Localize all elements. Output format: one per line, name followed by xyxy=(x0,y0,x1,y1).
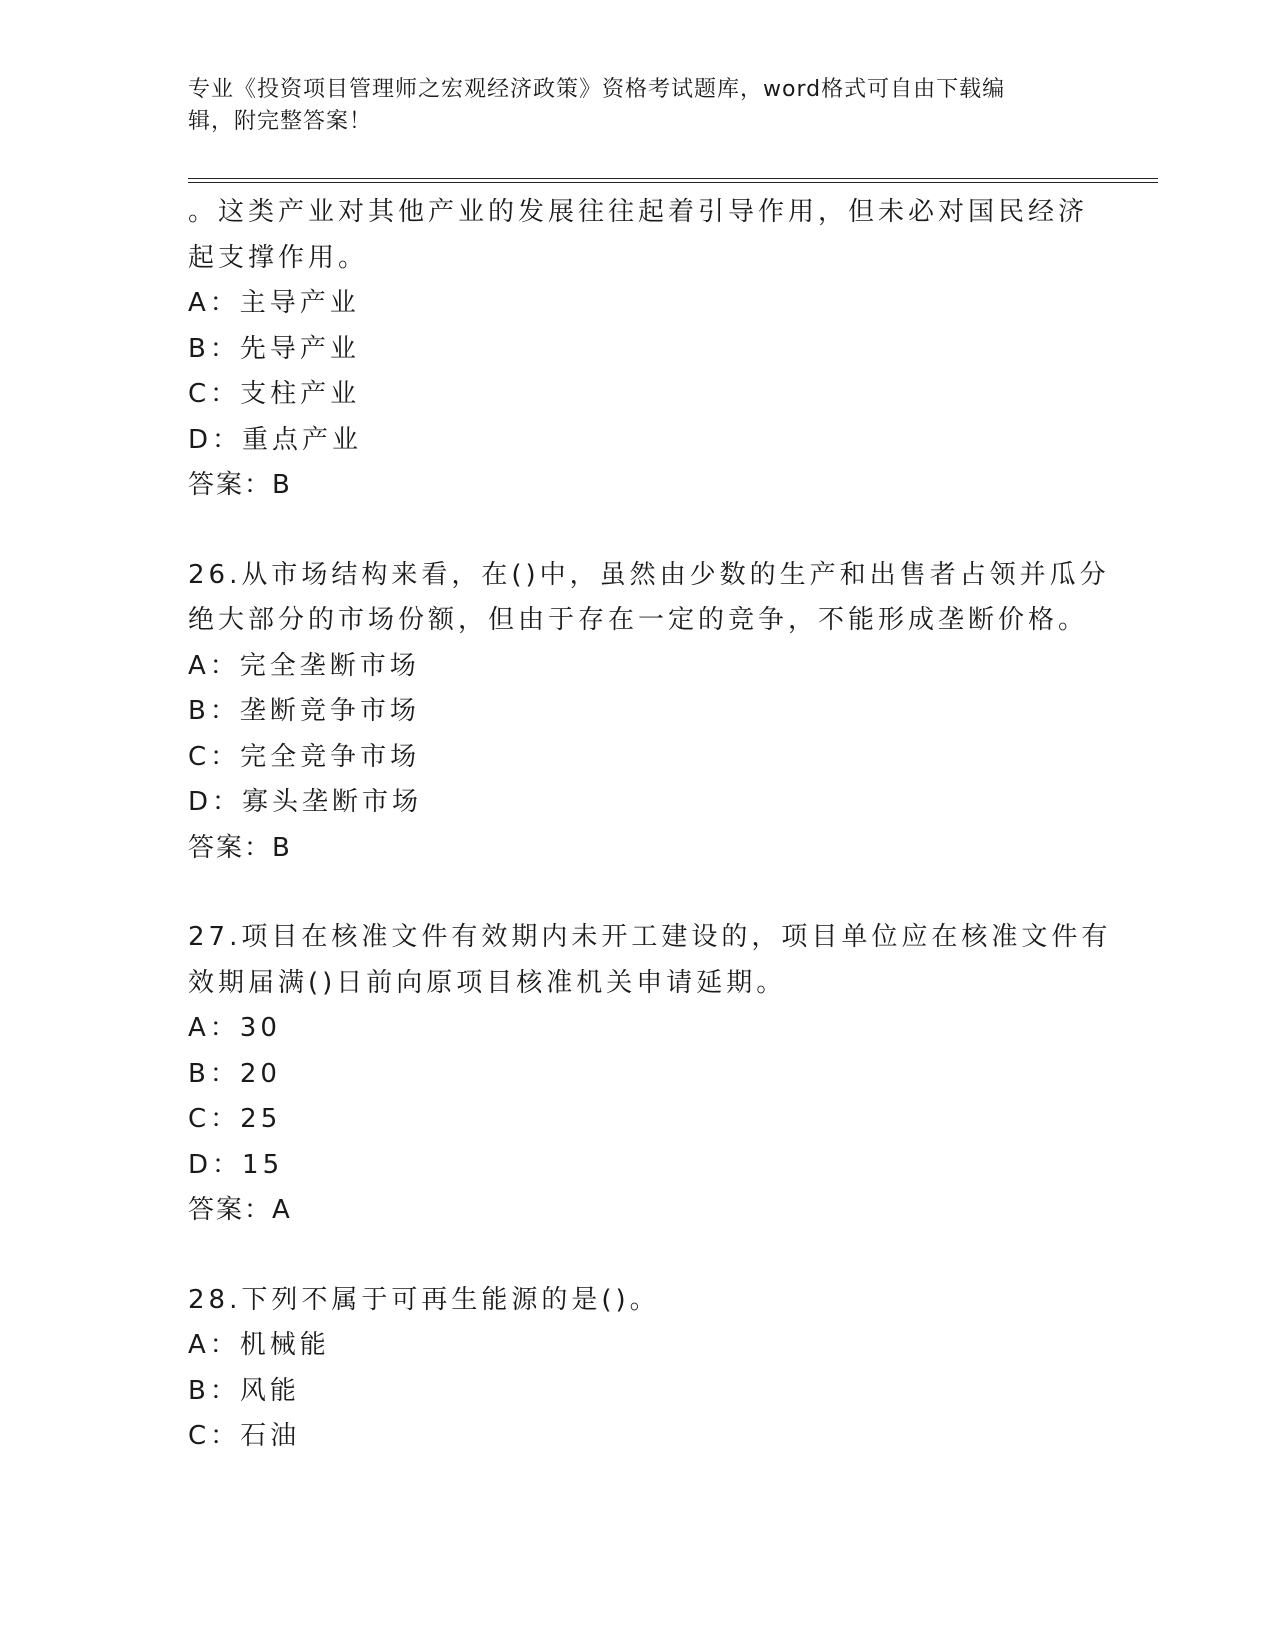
option-b: B：20 xyxy=(188,1058,281,1089)
question-stem-line: 起支撑作用。 xyxy=(188,242,369,273)
question-block-27 xyxy=(188,915,1112,1234)
option-a: A：30 xyxy=(188,1013,281,1043)
option-b: B：垄断竞争市场 xyxy=(188,696,420,726)
question-stem-line: 效期届满()日前向原项目核准机关申请延期。 xyxy=(188,967,787,998)
question-stem-line: 绝大部分的市场份额，但由于存在一定的竞争，不能形成垄断价格。 xyxy=(188,605,1089,635)
answer-line: 答案：B xyxy=(188,470,292,500)
option-d: D：寡头垄断市场 xyxy=(188,787,423,817)
spacer xyxy=(188,509,1088,553)
option-c: C：25 xyxy=(188,1104,282,1134)
question-content xyxy=(188,190,1112,1460)
header-divider xyxy=(188,178,1158,183)
header-line-2: 辑，附完整答案！ xyxy=(188,109,373,134)
option-a: A：主导产业 xyxy=(188,288,360,318)
document-header xyxy=(188,74,1078,138)
option-d: D：15 xyxy=(188,1149,284,1180)
option-b: B：风能 xyxy=(188,1375,300,1406)
option-c: C：完全竞争市场 xyxy=(188,741,421,772)
option-c: C：支柱产业 xyxy=(188,379,361,409)
answer-line: 答案：A xyxy=(188,1195,292,1225)
spacer xyxy=(188,1234,1088,1278)
option-a: A：机械能 xyxy=(188,1330,330,1360)
question-block-continued xyxy=(188,190,1088,509)
question-block-26 xyxy=(188,553,1110,872)
question-stem-line: 28.下列不属于可再生能源的是()。 xyxy=(188,1284,660,1315)
question-stem-line: 27.项目在核准文件有效期内未开工建设的，项目单位应在核准文件有 xyxy=(188,922,1112,952)
question-stem-line: 26.从市场结构来看，在()中，虽然由少数的生产和出售者占领并瓜分 xyxy=(188,559,1110,590)
option-d: D：重点产业 xyxy=(188,424,363,455)
option-c: C：石油 xyxy=(188,1421,301,1451)
question-stem-line: 。这类产业对其他产业的发展往往起着引导作用，但未必对国民经济 xyxy=(188,197,1089,227)
answer-line: 答案：B xyxy=(188,832,292,863)
option-b: B：先导产业 xyxy=(188,333,360,364)
header-line-1: 专业《投资项目管理师之宏观经济政策》资格考试题库，word格式可自由下载编 xyxy=(188,77,1006,102)
question-block-28 xyxy=(188,1278,1088,1460)
option-a: A：完全垄断市场 xyxy=(188,650,420,681)
spacer xyxy=(188,871,1088,915)
